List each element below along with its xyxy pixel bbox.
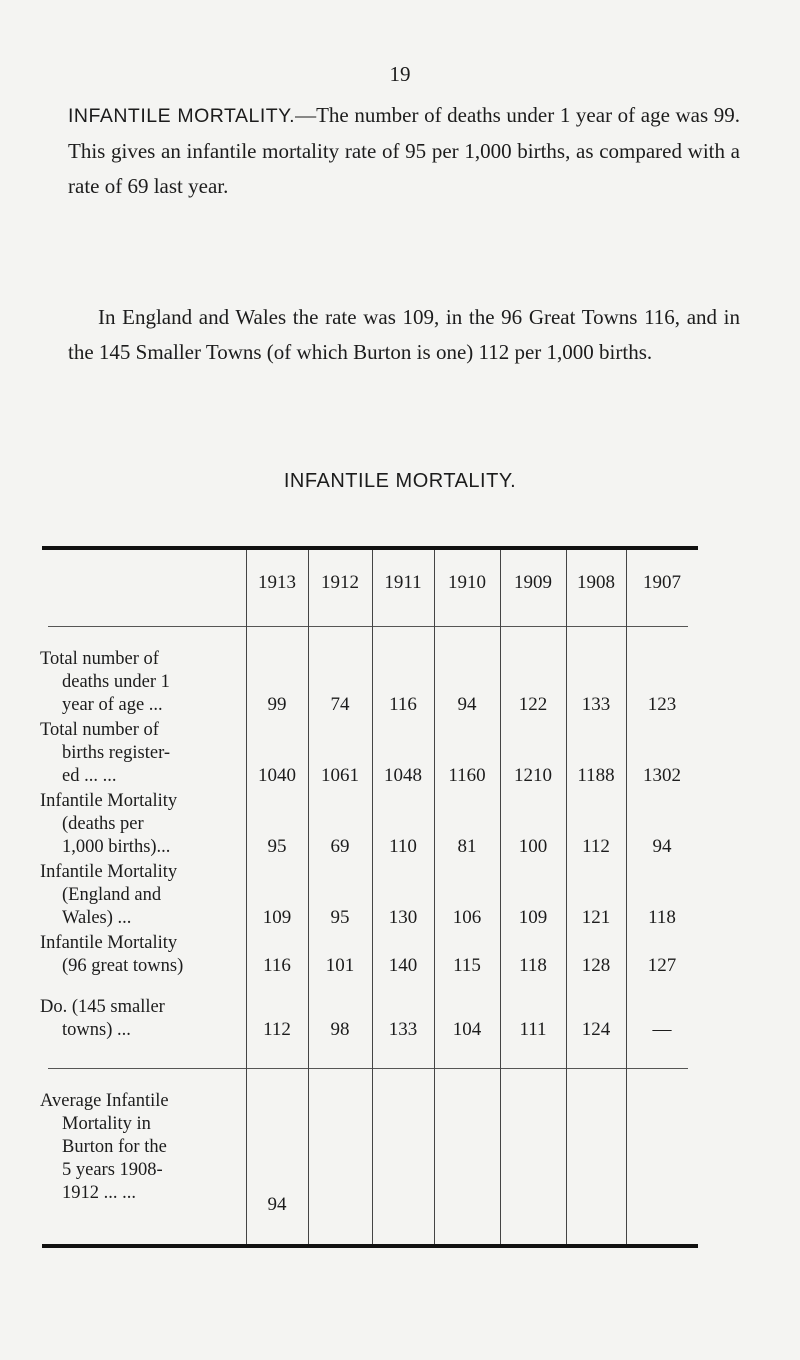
row-label-line: (England and [62, 885, 162, 905]
table-cell: 95 [330, 907, 350, 928]
year-header: 1911 [384, 572, 422, 593]
row-label-line: Average Infantile [40, 1091, 169, 1111]
table-header-rule [48, 626, 688, 627]
column-divider [434, 550, 435, 1244]
table-cell: 1302 [643, 765, 681, 786]
row-label [40, 932, 250, 978]
year-header: 1908 [577, 572, 615, 593]
table-cell: 1048 [384, 765, 422, 786]
row-label-line: Total number of [40, 649, 159, 669]
row-label-line: Infantile Mortality [40, 791, 178, 811]
table-cell: 74 [330, 694, 350, 715]
table-cell: 115 [453, 955, 481, 976]
row-label-line: births register- [62, 743, 171, 763]
table-cell: 109 [262, 907, 292, 928]
column-divider [500, 550, 501, 1244]
row-label-line: Total number of [40, 720, 159, 740]
table-cell: 1188 [577, 765, 615, 786]
table-cell: 100 [518, 836, 548, 857]
year-header: 1910 [448, 572, 486, 593]
row-label [40, 719, 250, 788]
column-divider [308, 550, 309, 1244]
row-label-line: 5 years 1908- [62, 1160, 163, 1180]
year-header: 1913 [258, 572, 296, 593]
table-cell: 94 [652, 836, 672, 857]
row-label-line: year of age ... [62, 695, 163, 715]
row-label-line: 1912 ... ... [62, 1183, 136, 1203]
row-label-line: deaths under 1 [62, 672, 170, 692]
row-label [40, 648, 250, 717]
table-cell: 116 [263, 955, 291, 976]
row-label [40, 996, 250, 1042]
table-cell: 111 [519, 1019, 547, 1040]
row-label-line: Burton for the [62, 1137, 167, 1157]
paragraph-infantile-mortality [68, 98, 740, 204]
row-label-line: Wales) ... [62, 908, 132, 928]
section-lead: INFANTILE MORTALITY. [68, 105, 296, 127]
table-cell: 1040 [258, 765, 296, 786]
table-cell: 94 [267, 1194, 287, 1215]
row-label-line: Infantile Mortality [40, 862, 178, 882]
table-cell: 109 [518, 907, 548, 928]
row-label-line: (96 great towns) [62, 956, 184, 976]
table-cell: 81 [457, 836, 477, 857]
row-label [40, 1090, 250, 1205]
table-cell: 133 [581, 694, 611, 715]
row-label-line: Infantile Mortality [40, 933, 178, 953]
table-cell: 95 [267, 836, 287, 857]
paragraph-text: —The number of deaths under 1 year of age was 99. This gives an infantile mortality rate of 95 per 1,000 births, as compared with a rate of 69 last year. [68, 103, 741, 198]
table-cell: 104 [452, 1019, 482, 1040]
year-header: 1912 [321, 572, 359, 593]
column-divider [372, 550, 373, 1244]
table-cell: 101 [325, 955, 355, 976]
table-bottom-rule [42, 1244, 698, 1248]
paragraph-comparison [68, 300, 740, 370]
paragraph-text: In England and Wales the rate was 109, in the 96 Great Towns 116, and in the 145 Smaller Towns (of which Burton is one) 112 per 1,000 births. [68, 305, 740, 364]
row-label-line: (deaths per [62, 814, 144, 834]
row-label-line: Do. (145 smaller [40, 997, 165, 1017]
table-cell: 112 [582, 836, 610, 857]
table-cell: 121 [581, 907, 611, 928]
table-cell: 99 [267, 694, 287, 715]
column-divider [626, 550, 627, 1244]
table-cell: 1160 [448, 765, 486, 786]
table-cell: 127 [647, 955, 677, 976]
table-cell: 118 [648, 907, 676, 928]
page-number: 19 [389, 62, 411, 86]
table-cell: 123 [647, 694, 677, 715]
table-cell: 1210 [514, 765, 552, 786]
table-cell: 133 [388, 1019, 418, 1040]
table-cell: 112 [263, 1019, 291, 1040]
row-label-line: 1,000 births)... [62, 837, 171, 857]
row-label-line: Mortality in [62, 1114, 151, 1134]
table-cell: 122 [518, 694, 548, 715]
table-cell: 98 [330, 1019, 350, 1040]
column-divider [566, 550, 567, 1244]
table-title: INFANTILE MORTALITY. [283, 470, 517, 492]
table-cell: 130 [388, 907, 418, 928]
table-section-rule [48, 1068, 688, 1069]
table-top-rule [42, 546, 698, 550]
table-cell: — [652, 1019, 672, 1040]
table-cell: 118 [519, 955, 547, 976]
table-cell: 124 [581, 1019, 611, 1040]
table-cell: 1061 [321, 765, 359, 786]
table-cell: 69 [330, 836, 350, 857]
table-cell: 106 [452, 907, 482, 928]
table-cell: 116 [389, 694, 417, 715]
row-label-line: towns) ... [62, 1020, 131, 1040]
table-cell: 110 [389, 836, 417, 857]
row-label [40, 790, 250, 859]
year-header: 1909 [514, 572, 552, 593]
row-label [40, 861, 250, 930]
row-label-line: ed ... ... [62, 766, 117, 786]
table-cell: 94 [457, 694, 477, 715]
table-cell: 140 [388, 955, 418, 976]
table-cell: 128 [581, 955, 611, 976]
year-header: 1907 [643, 572, 681, 593]
